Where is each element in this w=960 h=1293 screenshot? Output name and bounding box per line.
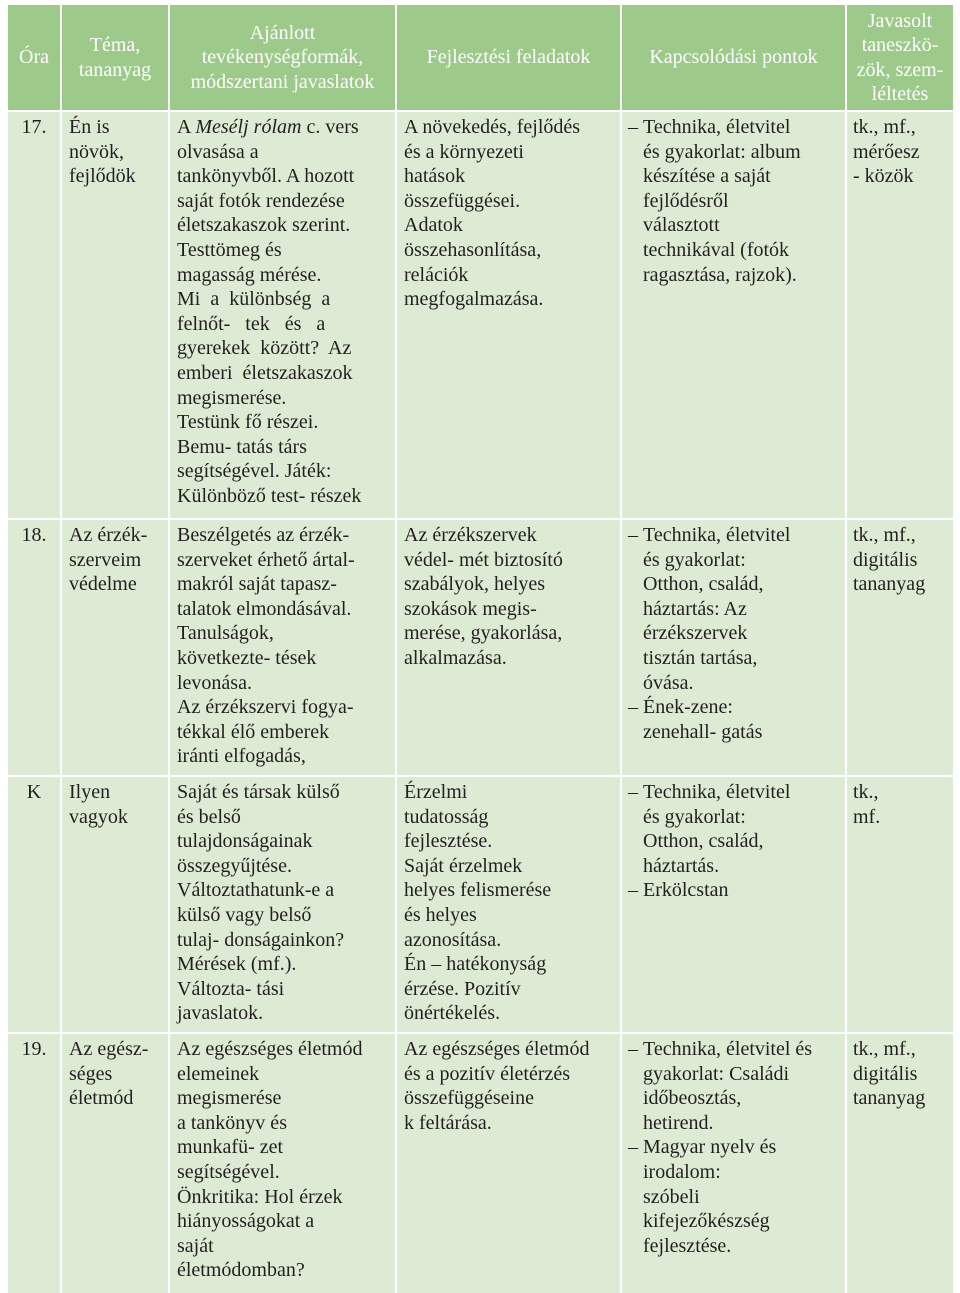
header-tools: Javasolt taneszkö- zök, szem- léltetés [847,5,953,110]
curriculum-table [8,5,953,1293]
cell-activities [170,112,395,518]
connection-text: Technika, életvitel és gyakorlat: album készítése a saját fejlődésről választott technikával (fotók ragasztása, rajzok). [643,116,801,286]
connection-text: Ének-zene: zenehall- gatás [643,696,763,743]
connection-text: Technika, életvitel és gyakorlat: Otthon, család, háztartás: Az érzékszervek tisztán tartása, óvása. [643,524,791,694]
cell-tools: tk., mf. [847,777,953,1032]
connection-item [628,695,843,744]
bullet-dash: – [628,116,638,138]
connection-text: Erkölcstan [643,879,729,902]
header-connections: Kapcsolódási pontok [622,5,845,110]
connection-item [628,1037,843,1135]
cell-tema: Az érzék- szerveim védelme [62,520,168,775]
cell-tema: Ilyen vagyok [62,777,168,1032]
cell-tema: Az egész- séges életmód [62,1034,168,1293]
cell-tools: tk., mf., mérőesz - közök [847,112,953,518]
cell-ora: K [8,777,60,1032]
text-run: Az egészséges életmód elemeinek megismerése a tankönyv és munkafü- zet segítségével. Önkritika: Hol érzek hiányosságokat a saját életmódomban? [177,1038,363,1282]
cell-activities [170,520,395,775]
text-run: c. vers olvasása a tankönyvből. A hozott saját fotók rendezése életszakaszok szerint. Testtömeg és magasság mérése. Mi a különbség a felnőt- tek és a gyerekek között? Az emberi életszakaszok megismerése. Testünk fő részei. Bemu- tatás társ segítségével. Játék: Különböző test- részek [177,116,362,507]
bullet-dash: – [628,879,638,902]
text-run: Saját és társak külső és belső tulajdonságainak összegyűjtése. Változtathatunk-e a külső vagy belső tulaj- donságainkon? Mérések (mf.). Változta- tási javaslatok. [177,781,345,1025]
cell-activities [170,1034,395,1293]
cell-tools: tk., mf., digitális tananyag [847,520,953,775]
connection-item [628,523,843,695]
cell-connections [622,777,845,1032]
title-emphasis: Mesélj rólam [195,116,302,138]
connection-item [628,1135,843,1258]
bullet-dash: – [628,781,638,803]
connection-item [628,780,843,878]
connection-text: Technika, életvitel és gyakorlat: Otthon, család, háztartás. [643,781,791,877]
header-tema: Téma, tananyag [62,5,168,110]
bullet-dash: – [628,1038,638,1060]
cell-connections [622,1034,845,1293]
cell-ora: 17. [8,112,60,518]
header-ora: Óra [8,5,60,110]
bullet-dash: – [628,1136,638,1159]
connection-item [628,878,843,903]
cell-tools: tk., mf., digitális tananyag [847,1034,953,1293]
cell-tasks: A növekedés, fejlődés és a környezeti hatások összefüggései. Adatok összehasonlítása, relációk megfogalmazása. [397,112,620,518]
connection-text: Technika, életvitel és gyakorlat: Családi időbeosztás, hetirend. [643,1038,813,1134]
cell-tasks: Az érzékszervek védel- mét biztosító szabályok, helyes szokások megis- merése, gyakorlása, alkalmazása. [397,520,620,775]
cell-connections [622,520,845,775]
cell-ora: 19. [8,1034,60,1293]
cell-ora: 18. [8,520,60,775]
cell-tema: Én is növök, fejlődök [62,112,168,518]
cell-activities [170,777,395,1032]
cell-tasks: Az egészséges életmód és a pozitív életérzés összefüggéseine k feltárása. [397,1034,620,1293]
bullet-dash: – [628,696,638,719]
text-run: Beszélgetés az érzék- szerveket érhető ártal- makról saját tapasz- talatok elmondásával. Tanulságok, következte- tések levonása. Az érzékszervi fogya- tékkal élő emberek iránti elfogadás, [177,524,355,768]
cell-tasks: Érzelmi tudatosság fejlesztése. Saját érzelmek helyes felismerése és helyes azonosítása. Én – hatékonyság érzése. Pozitív önértékelés. [397,777,620,1032]
cell-connections [622,112,845,518]
header-activities: Ajánlott tevékenységformák, módszertani javaslatok [170,5,395,110]
connection-text: Magyar nyelv és irodalom: szóbeli kifejezőkészség fejlesztése. [643,1136,777,1257]
bullet-dash: – [628,524,638,546]
header-tasks: Fejlesztési feladatok [397,5,620,110]
text-run: A [177,116,196,138]
connection-item [628,115,843,287]
